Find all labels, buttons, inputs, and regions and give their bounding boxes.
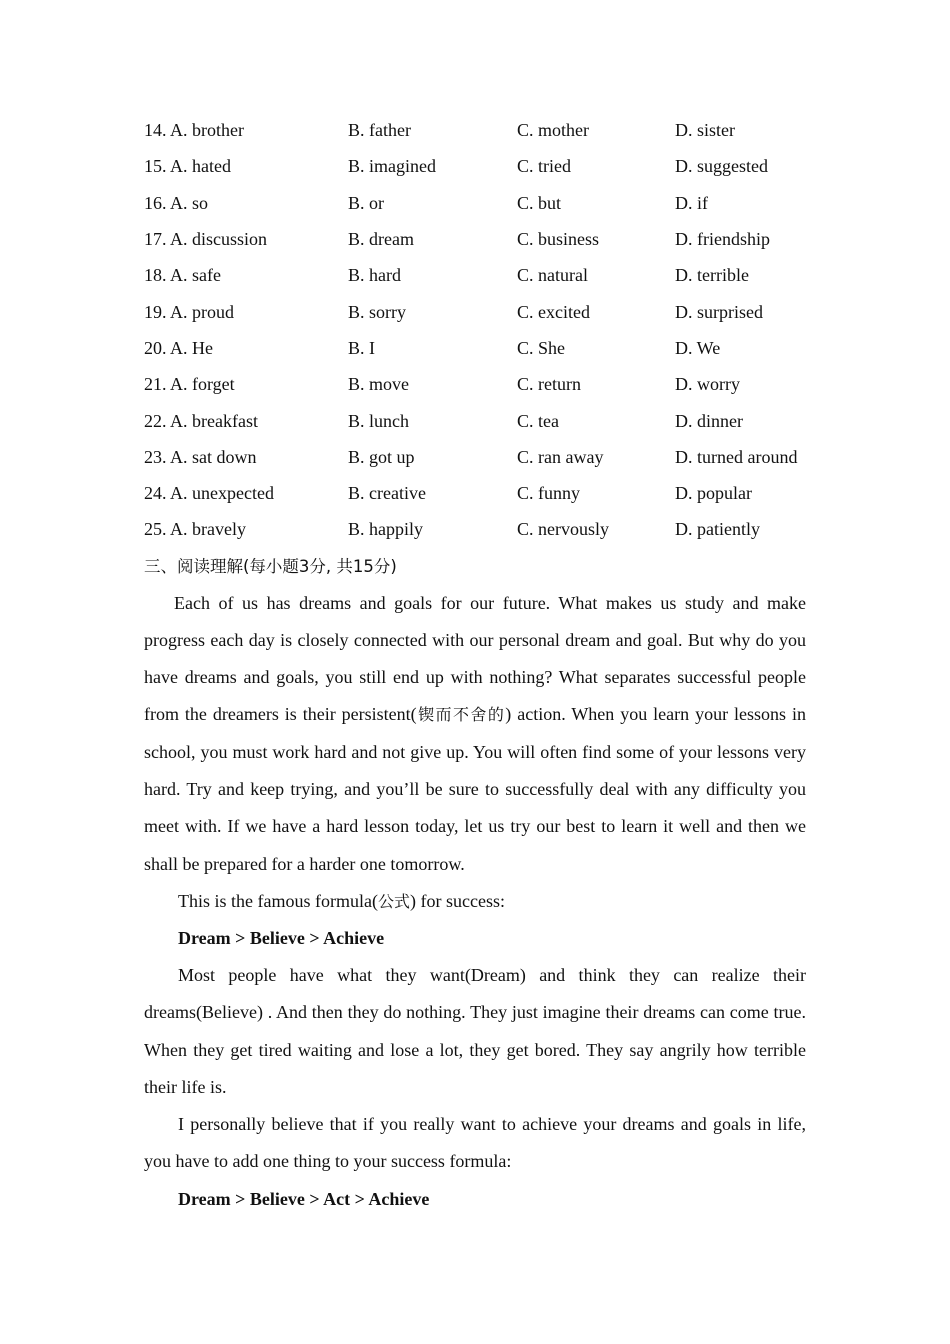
question-row	[144, 511, 806, 547]
option-a-cell	[144, 185, 348, 221]
option-d: D. popular	[675, 483, 752, 504]
options-table-body	[144, 112, 806, 548]
option-a-cell	[144, 402, 348, 438]
option-d: D. suggested	[675, 156, 768, 177]
option-a: A. hated	[170, 156, 231, 177]
question-row	[144, 439, 806, 475]
option-d: D. dinner	[675, 410, 743, 431]
section-title: 三、阅读理解(每小题3分, 共15分)	[144, 556, 397, 576]
paragraph-2-text-b: ) for success:	[409, 890, 505, 911]
option-a: A. unexpected	[170, 483, 274, 504]
question-row	[144, 366, 806, 402]
option-d: D. if	[675, 192, 708, 213]
question-row	[144, 257, 806, 293]
option-d: D. friendship	[675, 229, 770, 250]
option-a-cell	[144, 475, 348, 511]
option-b: B. happily	[348, 519, 423, 540]
option-a-cell	[144, 293, 348, 329]
paragraph-1-text-a: Each of us has dreams and goals for our future. What makes us study and make progress each day is closely connected with our personal dream and goal. But why do you have dreams and goals, you still end up with nothing? What separates successful people from the dreamers is their persistent(	[144, 592, 806, 725]
option-a-cell	[144, 221, 348, 257]
option-b: B. dream	[348, 229, 414, 250]
option-c: C. but	[517, 192, 562, 213]
question-number: 19.	[144, 301, 167, 322]
question-number: 15.	[144, 156, 167, 177]
question-number: 21.	[144, 374, 167, 395]
option-a: A. forget	[170, 374, 235, 395]
option-c: C. natural	[517, 265, 588, 286]
option-a: A. brother	[170, 120, 244, 141]
option-a: A. sat down	[170, 446, 257, 467]
option-c: C. tried	[517, 156, 571, 177]
paragraph-2-text-a: This is the famous formula(	[178, 890, 378, 911]
option-c: C. mother	[517, 120, 589, 141]
option-a-cell	[144, 511, 348, 547]
paragraph-1-text-b: ) action. When you learn your lessons in school, you must work hard and not give up. You will often find some of your lessons very hard. Try and keep trying, and you’ll be sure to successfully deal with any difficulty you meet with. If we have a hard lesson today, let us try our best to learn it well and then we shall be prepared for a harder one tomorrow.	[144, 704, 806, 874]
reading-paragraph-1	[144, 585, 806, 883]
option-d: D. surprised	[675, 301, 763, 322]
option-c: C. She	[517, 337, 566, 358]
question-number: 17.	[144, 229, 167, 250]
paragraph-2-gloss: 公式	[377, 891, 410, 911]
option-b: B. creative	[348, 483, 426, 504]
options-table	[144, 112, 806, 548]
option-a-cell	[144, 366, 348, 402]
option-b: B. sorry	[348, 301, 406, 322]
option-d: D. terrible	[675, 265, 749, 286]
option-b: B. lunch	[348, 410, 409, 431]
exam-page	[144, 112, 806, 1218]
option-b: B. father	[348, 120, 411, 141]
question-number: 20.	[144, 337, 167, 358]
option-a-cell	[144, 148, 348, 184]
question-row	[144, 330, 806, 366]
option-a: A. discussion	[170, 229, 268, 250]
option-c: C. nervously	[517, 519, 609, 540]
question-number: 14.	[144, 120, 167, 141]
option-a-cell	[144, 330, 348, 366]
question-number: 25.	[144, 519, 167, 540]
question-row	[144, 475, 806, 511]
option-a: A. so	[170, 192, 209, 213]
option-a-cell	[144, 112, 348, 148]
option-b: B. move	[348, 374, 409, 395]
option-c: C. tea	[517, 410, 559, 431]
option-b: B. or	[348, 192, 384, 213]
option-a: A. He	[170, 337, 214, 358]
question-row	[144, 112, 806, 148]
option-d: D. worry	[675, 374, 740, 395]
option-b: B. imagined	[348, 156, 436, 177]
option-d: D. turned around	[675, 446, 798, 467]
question-number: 22.	[144, 410, 167, 431]
formula-2: Dream > Believe > Act > Achieve	[178, 1188, 430, 1209]
option-c: C. return	[517, 374, 581, 395]
question-number: 23.	[144, 446, 167, 467]
reading-paragraph-3: Most people have what they want(Dream) and think they can realize their dreams(Believe) . And then they do nothing. They just imagine their dreams can come true. When they get tired waiting and lose a lot, they get bored. They say angrily how terrible their life is.	[144, 964, 806, 1097]
option-d: D. We	[675, 337, 721, 358]
question-row	[144, 221, 806, 257]
reading-paragraph-2	[144, 883, 806, 920]
option-c: C. business	[517, 229, 600, 250]
option-a-cell	[144, 439, 348, 475]
option-b: B. I	[348, 337, 375, 358]
question-row	[144, 148, 806, 184]
option-a: A. safe	[170, 265, 221, 286]
formula-1: Dream > Believe > Achieve	[178, 927, 385, 948]
option-c: C. ran away	[517, 446, 604, 467]
option-c: C. funny	[517, 483, 580, 504]
option-a: A. proud	[170, 301, 235, 322]
option-b: B. hard	[348, 265, 401, 286]
question-number: 24.	[144, 483, 167, 504]
option-d: D. patiently	[675, 519, 760, 540]
option-d: D. sister	[675, 120, 735, 141]
reading-paragraph-4: I personally believe that if you really want to achieve your dreams and goals in life, you have to add one thing to your success formula:	[144, 1114, 806, 1172]
paragraph-1-gloss: 锲而不舍的	[416, 705, 506, 725]
option-a: A. breakfast	[170, 410, 258, 431]
question-row	[144, 293, 806, 329]
option-a-cell	[144, 257, 348, 293]
question-row	[144, 185, 806, 221]
question-row	[144, 402, 806, 438]
option-c: C. excited	[517, 301, 590, 322]
option-b: B. got up	[348, 446, 415, 467]
question-number: 18.	[144, 265, 167, 286]
option-a: A. bravely	[170, 519, 246, 540]
question-number: 16.	[144, 192, 167, 213]
